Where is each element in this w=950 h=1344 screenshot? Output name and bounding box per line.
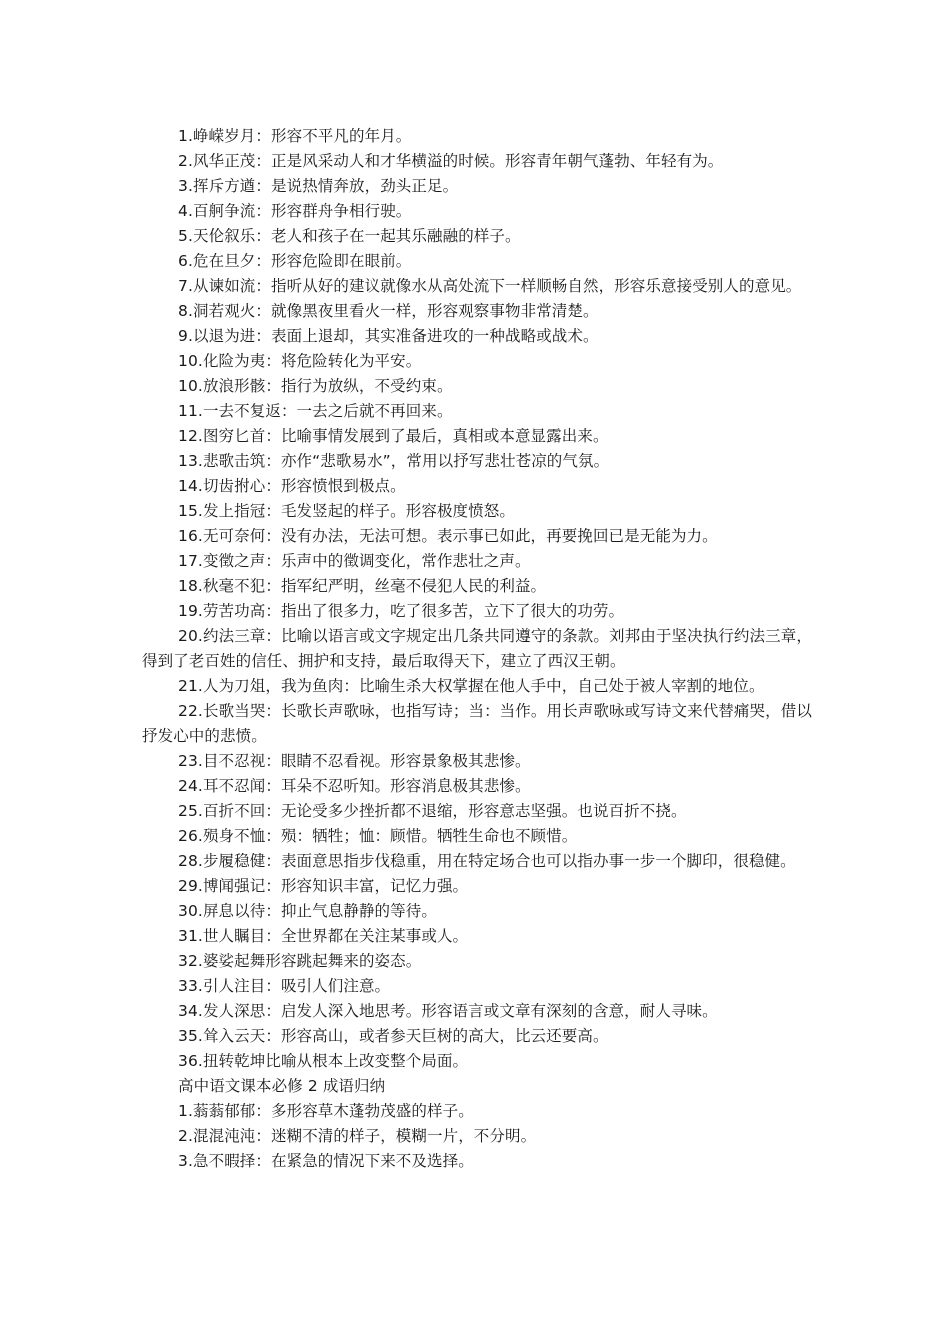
idiom-entry: 10.化险为夷：将危险转化为平安。 <box>178 352 422 370</box>
idiom-entry: 32.婆娑起舞形容跳起舞来的姿态。 <box>178 952 422 970</box>
idiom-entry: 14.切齿拊心：形容愤恨到极点。 <box>178 477 406 495</box>
section-heading: 高中语文课本必修 2 成语归纳 <box>178 1077 386 1095</box>
idiom-entry: 20.约法三章：比喻以语言或文字规定出几条共同遵守的条款。刘邦由于坚决执行约法三章，得到了老百姓的信任、拥护和支持，最后取得天下，建立了西汉王朝。 <box>142 627 812 670</box>
idiom-entry: 33.引人注目：吸引人们注意。 <box>178 977 391 995</box>
idiom-entry: 2.混混沌沌：迷糊不清的样子，模糊一片，不分明。 <box>178 1127 537 1145</box>
idiom-entry: 11.一去不复返：一去之后就不再回来。 <box>178 402 453 420</box>
idiom-entry: 7.从谏如流：指听从好的建议就像水从高处流下一样顺畅自然，形容乐意接受别人的意见。 <box>178 277 802 295</box>
idiom-entry: 19.劳苦功高：指出了很多力，吃了很多苦，立下了很大的功劳。 <box>178 602 625 620</box>
idiom-entry: 31.世人瞩目：全世界都在关注某事或人。 <box>178 927 469 945</box>
idiom-entry: 3.急不暇择：在紧急的情况下来不及选择。 <box>178 1152 474 1170</box>
idiom-entry: 21.人为刀俎，我为鱼肉：比喻生杀大权掌握在他人手中，自己处于被人宰割的地位。 <box>178 677 765 695</box>
idiom-entry: 13.悲歌击筑：亦作“悲歌易水”，常用以抒写悲壮苍凉的气氛。 <box>178 452 610 470</box>
idiom-entry: 1.峥嵘岁月：形容不平凡的年月。 <box>178 127 412 145</box>
idiom-entry: 15.发上指冠：毛发竖起的样子。形容极度愤怒。 <box>178 502 515 520</box>
idiom-entry: 10.放浪形骸：指行为放纵，不受约束。 <box>178 377 453 395</box>
idiom-entry: 24.耳不忍闻：耳朵不忍听知。形容消息极其悲惨。 <box>178 777 531 795</box>
idiom-entry: 1.蓊蓊郁郁：多形容草木蓬勃茂盛的样子。 <box>178 1102 474 1120</box>
idiom-entry: 18.秋毫不犯：指军纪严明，丝毫不侵犯人民的利益。 <box>178 577 547 595</box>
document-body <box>142 124 812 1174</box>
idiom-entry: 4.百舸争流：形容群舟争相行驶。 <box>178 202 412 220</box>
idiom-entry: 35.耸入云天：形容高山，或者参天巨树的高大，比云还要高。 <box>178 1027 609 1045</box>
idiom-entry: 3.挥斥方遒：是说热情奔放，劲头正足。 <box>178 177 459 195</box>
idiom-entry: 2.风华正茂：正是风采动人和才华横溢的时候。形容青年朝气蓬勃、年轻有为。 <box>178 152 724 170</box>
idiom-entry: 6.危在旦夕：形容危险即在眼前。 <box>178 252 412 270</box>
idiom-entry: 23.目不忍视：眼睛不忍看视。形容景象极其悲惨。 <box>178 752 531 770</box>
idiom-entry: 26.殒身不恤：殒：牺牲；恤：顾惜。牺牲生命也不顾惜。 <box>178 827 578 845</box>
idiom-entry: 25.百折不回：无论受多少挫折都不退缩，形容意志坚强。也说百折不挠。 <box>178 802 687 820</box>
idiom-entry: 29.博闻强记：形容知识丰富，记忆力强。 <box>178 877 469 895</box>
idiom-entry: 17.变徵之声：乐声中的徵调变化，常作悲壮之声。 <box>178 552 531 570</box>
idiom-entry: 12.图穷匕首：比喻事情发展到了最后，真相或本意显露出来。 <box>178 427 609 445</box>
idiom-entry: 30.屏息以待：抑止气息静静的等待。 <box>178 902 437 920</box>
idiom-entry: 8.洞若观火：就像黑夜里看火一样，形容观察事物非常清楚。 <box>178 302 599 320</box>
idiom-entry: 36.扭转乾坤比喻从根本上改变整个局面。 <box>178 1052 469 1070</box>
idiom-entry: 22.长歌当哭：长歌长声歌咏，也指写诗；当：当作。用长声歌咏或写诗文来代替痛哭，借以抒发心中的悲愤。 <box>142 702 812 745</box>
idiom-entry: 28.步履稳健：表面意思指步伐稳重，用在特定场合也可以指办事一步一个脚印，很稳健。 <box>178 852 796 870</box>
idiom-entry: 16.无可奈何：没有办法，无法可想。表示事已如此，再要挽回已是无能为力。 <box>178 527 718 545</box>
idiom-entry: 34.发人深思：启发人深入地思考。形容语言或文章有深刻的含意，耐人寻味。 <box>178 1002 718 1020</box>
idiom-entry: 9.以退为进：表面上退却，其实准备进攻的一种战略或战术。 <box>178 327 599 345</box>
idiom-entry: 5.天伦叙乐：老人和孩子在一起其乐融融的样子。 <box>178 227 521 245</box>
